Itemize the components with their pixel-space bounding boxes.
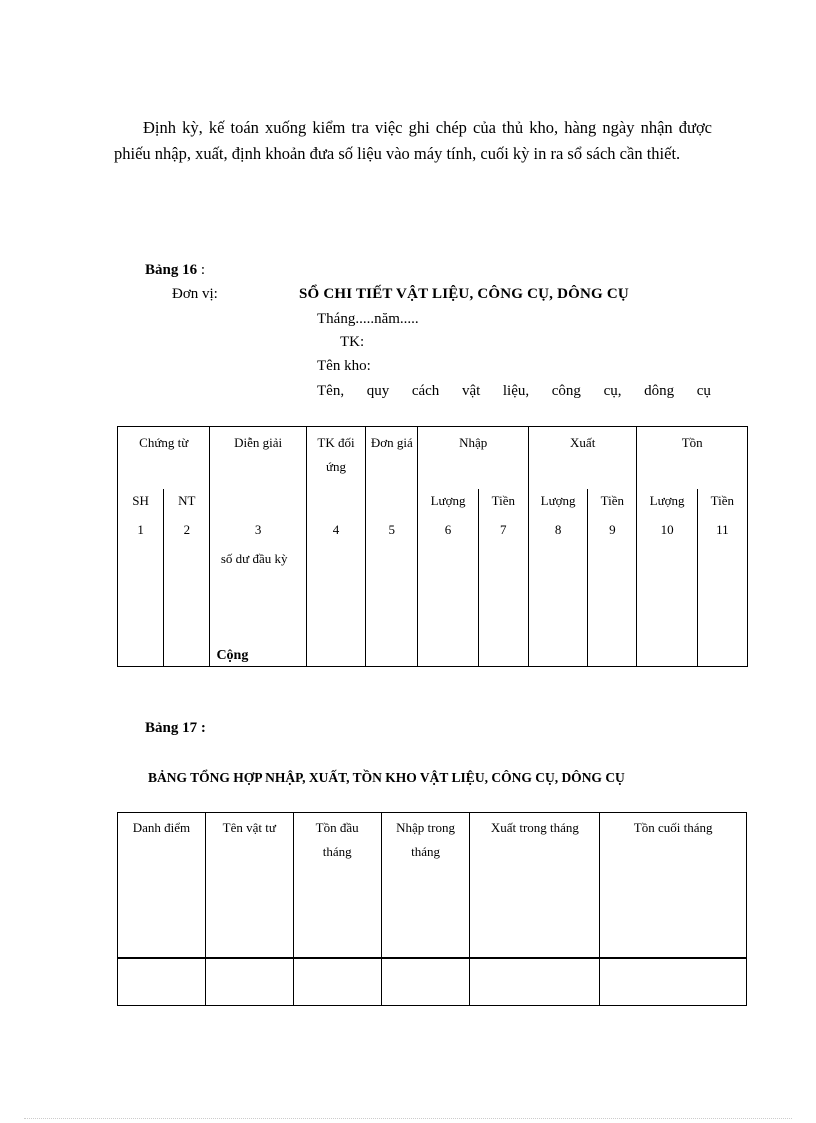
header-xuat-trong-thang: Xuất trong tháng bbox=[470, 813, 600, 958]
table16-caption-suffix: : bbox=[197, 262, 206, 278]
empty-cell bbox=[637, 547, 697, 667]
header-xuat: Xuất bbox=[528, 427, 637, 490]
spec-word: Tên, bbox=[317, 383, 345, 399]
intro-paragraph: Định kỳ, kế toán xuống kiểm tra việc ghi chép của thủ kho, hàng ngày nhận được phiếu nhập, xuất, định khoản đưa số liệu vào máy tính, cuối kỳ in ra sổ sách cần thiết. bbox=[114, 118, 712, 163]
header-nhap: Nhập bbox=[418, 427, 529, 490]
header-don-gia: Đơn giá bbox=[366, 427, 418, 490]
empty-cell bbox=[528, 547, 587, 667]
spec-word: cụ, bbox=[603, 383, 622, 399]
table17-caption-suffix: : bbox=[197, 720, 206, 736]
summary-table bbox=[117, 812, 747, 1006]
spec-word: liệu, bbox=[502, 383, 530, 399]
header-nt: NT bbox=[164, 489, 210, 518]
table16-title: SỔ CHI TIẾT VẬT LIỆU, CÔNG CỤ, DÔNG CỤ bbox=[299, 286, 629, 302]
col-number: 8 bbox=[528, 518, 587, 547]
spec-line bbox=[317, 383, 711, 400]
empty-cell bbox=[418, 547, 478, 667]
col-number: 9 bbox=[588, 518, 637, 547]
month-line: Tháng.....năm..... bbox=[317, 311, 419, 327]
empty-cell bbox=[478, 547, 528, 667]
table17-caption bbox=[145, 720, 206, 737]
empty-cell bbox=[118, 547, 164, 667]
spec-word: vật bbox=[461, 383, 481, 399]
empty-cell bbox=[306, 489, 365, 518]
empty-cell bbox=[381, 958, 470, 1006]
spec-word: cách bbox=[411, 383, 440, 399]
header-ten-vat-tu: Tên vật tư bbox=[205, 813, 293, 958]
empty-cell bbox=[600, 958, 747, 1006]
table16-caption bbox=[145, 262, 205, 279]
dien-giai-cell bbox=[210, 547, 306, 667]
summary-data-row bbox=[118, 958, 747, 1006]
col-number: 1 bbox=[118, 518, 164, 547]
spec-word: quy bbox=[366, 383, 390, 399]
body-row bbox=[118, 547, 748, 667]
tk-line: TK: bbox=[340, 334, 365, 350]
header-ton-dau-thang: Tồn đầu tháng bbox=[293, 813, 381, 958]
column-number-row bbox=[118, 518, 748, 547]
header-ton: Tồn bbox=[681, 435, 703, 450]
col-number: 6 bbox=[418, 518, 478, 547]
unit-label: Đơn vị: bbox=[172, 286, 218, 302]
header-xuat-tien: Tiền bbox=[588, 489, 637, 518]
header-nhap-tien: Tiền bbox=[478, 489, 528, 518]
empty-cell bbox=[588, 547, 637, 667]
header-ton-tien: Tiền bbox=[710, 493, 735, 509]
header-sh: SH bbox=[118, 489, 164, 518]
spec-word: dông bbox=[644, 383, 675, 399]
empty-cell bbox=[118, 958, 206, 1006]
empty-cell bbox=[164, 547, 210, 667]
table17-title: BẢNG TỔNG HỢP NHẬP, XUẤT, TỒN KHO VẬT LIỆU, CÔNG CỤ, DÔNG CỤ bbox=[148, 770, 625, 785]
col-number: 3 bbox=[210, 518, 306, 547]
detail-ledger-table bbox=[117, 426, 748, 667]
warehouse-line: Tên kho: bbox=[317, 358, 371, 374]
total-label: Cộng bbox=[216, 648, 249, 663]
header-nhap-trong-thang: Nhập trong tháng bbox=[381, 813, 470, 958]
spec-word: công bbox=[551, 383, 581, 399]
empty-cell bbox=[210, 489, 306, 518]
header-tk-doi-ung: TK đối ứng bbox=[306, 427, 365, 490]
empty-cell bbox=[306, 547, 365, 667]
col-number: 2 bbox=[164, 518, 210, 547]
table17-caption-label: Bảng 17 bbox=[145, 720, 198, 736]
col-number: 11 bbox=[716, 521, 729, 537]
empty-cell bbox=[366, 547, 418, 667]
empty-cell bbox=[697, 547, 747, 667]
empty-cell bbox=[205, 958, 293, 1006]
summary-header-row bbox=[118, 813, 747, 958]
empty-cell bbox=[293, 958, 381, 1006]
header-ton-luong: Lượng bbox=[637, 489, 697, 518]
header-chung-tu: Chứng từ bbox=[118, 427, 210, 490]
col-number: 5 bbox=[366, 518, 418, 547]
header-nhap-luong: Lượng bbox=[418, 489, 478, 518]
spec-word: cụ bbox=[696, 383, 711, 399]
page-bottom-divider bbox=[24, 1118, 792, 1119]
empty-cell bbox=[366, 489, 418, 518]
header-dien-giai: Diễn giải bbox=[210, 427, 306, 490]
opening-balance-label: số dư đầu kỳ bbox=[220, 550, 288, 566]
header-ton-cuoi-thang: Tồn cuối tháng bbox=[600, 813, 747, 958]
header-row-sub bbox=[118, 489, 748, 518]
header-xuat-luong: Lượng bbox=[528, 489, 587, 518]
col-number: 7 bbox=[478, 518, 528, 547]
table16-caption-label: Bảng 16 bbox=[145, 262, 198, 278]
empty-cell bbox=[470, 958, 600, 1006]
col-number: 10 bbox=[637, 518, 697, 547]
col-number: 4 bbox=[306, 518, 365, 547]
header-row-top bbox=[118, 427, 748, 490]
header-danh-diem: Danh điểm bbox=[118, 813, 206, 958]
